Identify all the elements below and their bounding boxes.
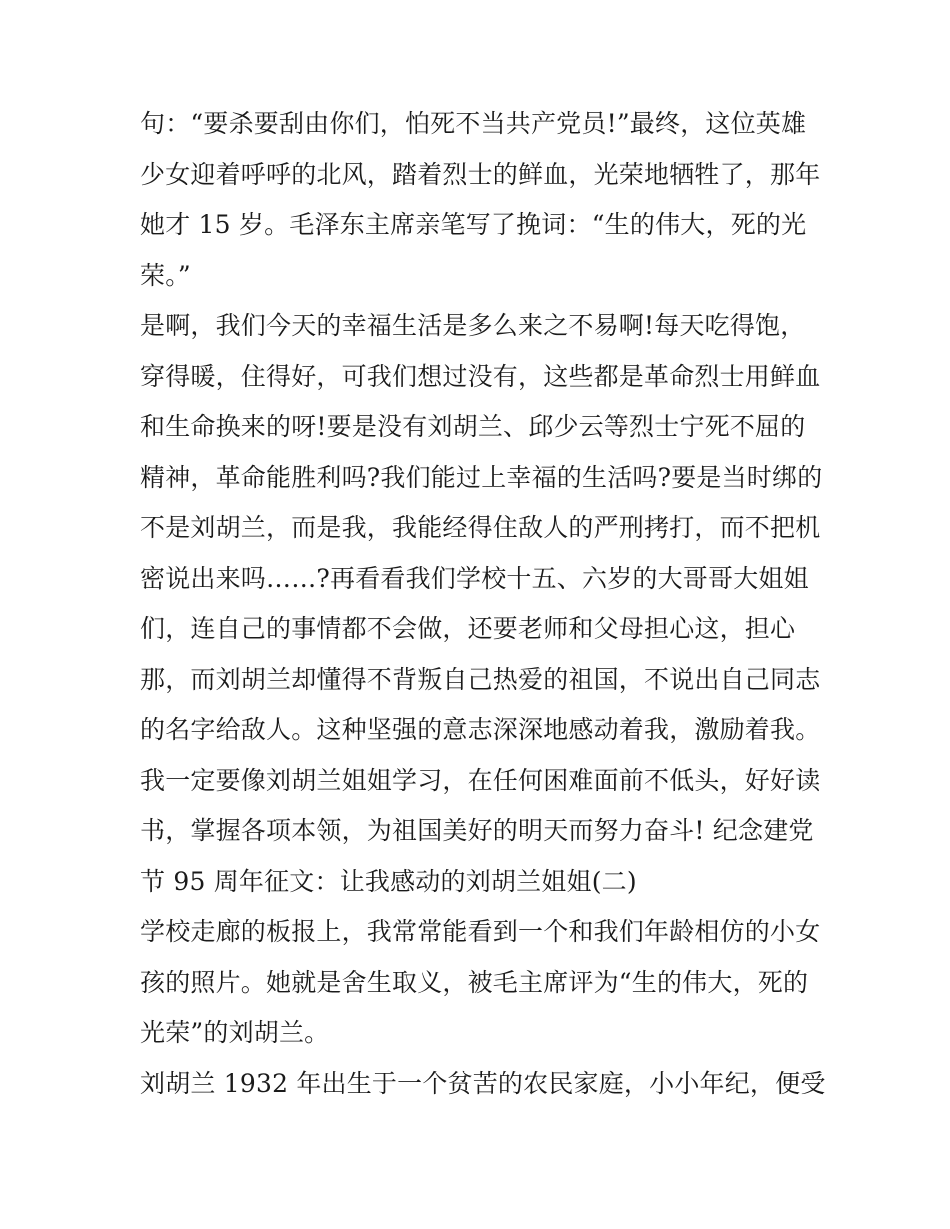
section-heading-line: 节 95 周年征文：让我感动的刘胡兰姐姐(二) — [140, 866, 637, 896]
text-line: 书，掌握各项本领，为祖国美好的明天而努力奋斗! 纪念建党 — [140, 816, 814, 845]
text-line: 我一定要像刘胡兰姐姐学习，在任何困难面前不低头，好好读 — [140, 765, 821, 795]
text-line: 句：“要杀要刮由你们，怕死不当共产党员!”最终，这位英雄 — [140, 109, 807, 138]
text-line: 光荣”的刘胡兰。 — [140, 1018, 330, 1047]
text-line: 是啊，我们今天的幸福生活是多么来之不易啊!每天吃得饱， — [140, 311, 806, 340]
text-line: 的名字给敌人。这种坚强的意志深深地感动着我，激励着我。 — [140, 715, 821, 744]
text-line: 她才 15 岁。毛泽东主席亲笔写了挽词：“生的伟大，死的光 — [140, 210, 807, 239]
text-line: 们，连自己的事情都不会做，还要老师和父母担心这，担心 — [140, 614, 796, 643]
text-line: 学校走廊的板报上，我常常能看到一个和我们年龄相仿的小女 — [140, 917, 821, 946]
text-line: 密说出来吗……?再看看我们学校十五、六岁的大哥哥大姐姐 — [140, 563, 809, 593]
text-line: 和生命换来的呀!要是没有刘胡兰、邱少云等烈士宁死不屈的 — [140, 412, 806, 441]
text-line: 刘胡兰 1932 年出生于一个贫苦的农民家庭，小小年纪，便受 — [140, 1068, 826, 1098]
text-line: 精神，革命能胜利吗?我们能过上幸福的生活吗?要是当时绑的 — [140, 462, 823, 492]
text-line: 不是刘胡兰，而是我，我能经得住敌人的严刑拷打，而不把机 — [140, 513, 821, 542]
text-line: 荣。” — [140, 260, 191, 290]
text-line: 那，而刘胡兰却懂得不背叛自己热爱的祖国，不说出自己同志 — [140, 664, 821, 694]
body-text — [140, 99, 826, 1109]
text-line: 少女迎着呼呼的北风，踏着烈士的鲜血，光荣地牺牲了，那年 — [140, 159, 821, 189]
text-line: 穿得暖，住得好，可我们想过没有，这些都是革命烈士用鲜血 — [140, 361, 821, 391]
text-line: 孩的照片。她就是舍生取义，被毛主席评为“生的伟大，死的 — [140, 967, 809, 997]
